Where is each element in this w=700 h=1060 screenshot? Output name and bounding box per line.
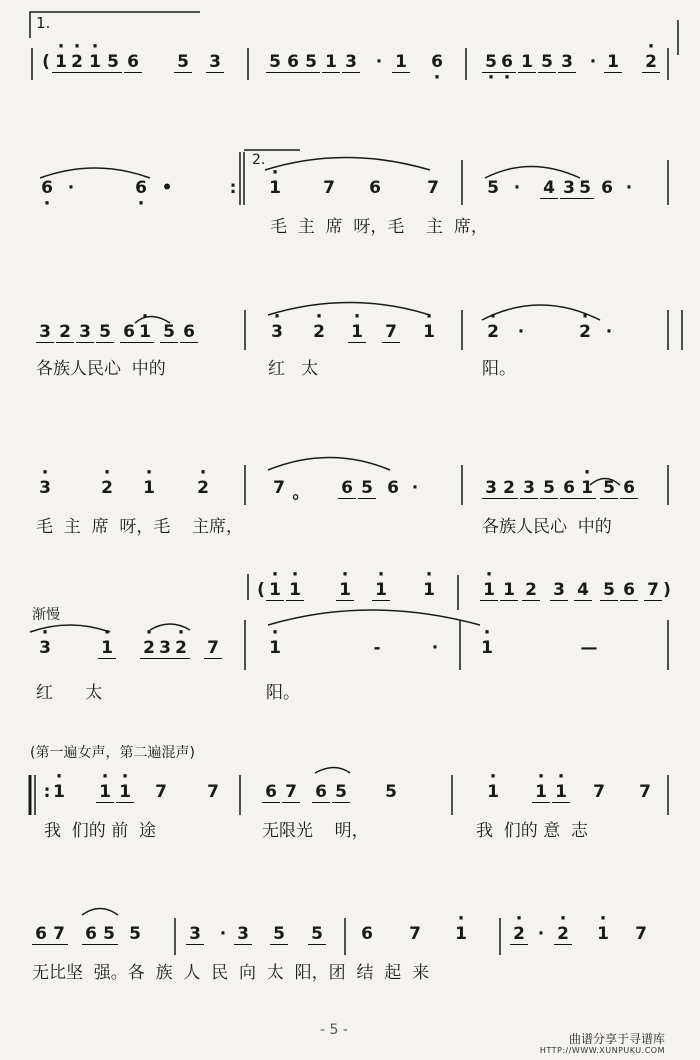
score-row-7: 6 7 6 5 5 3 · 3 5 5 6 7 · 1 · 2 · · 2 · 1 7: [0, 924, 700, 954]
tempo-mark: 渐慢: [32, 607, 60, 623]
score-row-5-accomp: ( · 1 · 1 · 1 · 1 · 1 · 1 1 2 3 4 5 6 7 ): [0, 580, 700, 610]
lyric-line-6b: 无限光 明，: [262, 821, 369, 841]
footer-site-url: HTTP://WWW.XUNPUKU.COM: [539, 1046, 665, 1055]
lyric-line-7: 无比坚 强。各 族 人 民 向 太 阳，团 结 起 来: [32, 963, 430, 983]
lyric-line-3a: 各族人民心 中的: [36, 359, 166, 379]
score-row-2: 6 · · 6 · • : · 1 7 6 7 5 · 4 3 5 6 ·: [0, 178, 700, 208]
page-number: - 5 -: [320, 1022, 348, 1038]
volta-2-label: 2.: [252, 152, 266, 168]
lyric-line-3c: 阳。: [482, 359, 516, 379]
lyric-line-5b: 阳。: [266, 683, 300, 703]
lyric-line-6c: 我 们的 意 志: [476, 821, 589, 841]
score-row-4: · 3 · 2 · 1 · 2 7 。 6 5 6 · 3 2 3 5 6 · 1 5 6: [0, 478, 700, 508]
volta-1-label: 1.: [36, 14, 51, 32]
lyric-line-5a: 红 太: [36, 683, 103, 703]
footer-site-name: 曲谱分享于寻谱库: [568, 1032, 665, 1046]
score-row-3: 3 2 3 5 6 · 1 5 6 · 3 · 2 · 1 7 · 1 · 2 · · 2 ·: [0, 322, 700, 352]
lyric-line-3b: 红 太: [268, 359, 319, 379]
performance-note: (第一遍女声，第二遍混声): [30, 745, 195, 761]
score-row-6: : · 1 · 1 · 1 7 7 6 7 6 5 5 · 1 · 1 · 1 7 7: [0, 782, 700, 812]
lyric-line-6a: 我 们的 前 途: [44, 821, 157, 841]
lyric-line-4a: 毛 主 席 呀，毛 主席，: [36, 517, 244, 537]
lyric-line-4b: 各族人民心 中的: [482, 517, 612, 537]
lyric-line-2: 毛 主 席 呀，毛 主 席，: [270, 217, 488, 237]
score-row-5: · 3 · 1 · 2 3 · 2 7 · 1 - · · 1 —: [0, 638, 700, 668]
score-row-1: ( · 1 · 2 · 1 5 6 5 3 5 6 5 1 3 · 1 6 · 5 · 6 · 1 5 3 · 1 · 2: [0, 52, 700, 82]
